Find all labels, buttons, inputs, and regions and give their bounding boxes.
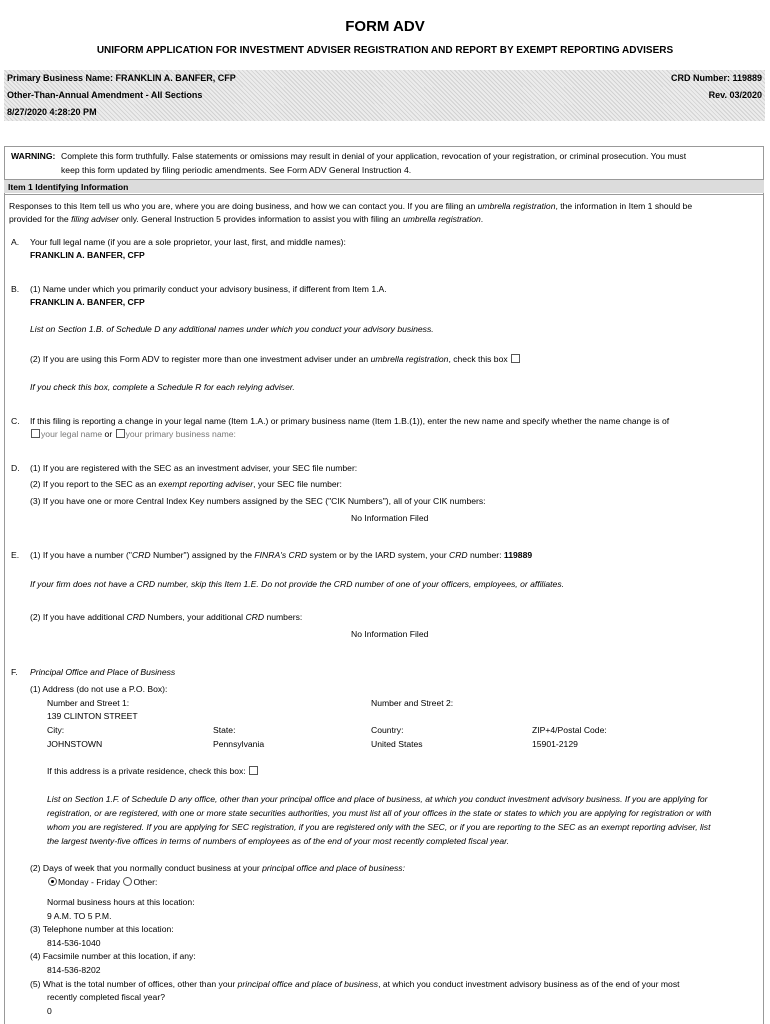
crd-number: CRD Number: 119889	[670, 73, 762, 83]
telephone-value: 814-536-1040	[47, 938, 101, 948]
form-subtitle: UNIFORM APPLICATION FOR INVESTMENT ADVISER REGISTRATION AND REPORT BY EXEMPT REPORTING ADVISERS	[96, 45, 674, 56]
form-title: FORM ADV	[345, 18, 425, 35]
cik-numbers-value: No Information Filed	[351, 513, 429, 523]
divider	[4, 194, 764, 195]
header-row-1	[4, 70, 765, 87]
street1-value: 139 CLINTON STREET	[47, 711, 138, 721]
item-f5-question: (5) What is the total number of offices, other than your principal office and place of business, at which you conduct investment advisory business as of the end of your most	[30, 979, 680, 989]
primary-business-name: Primary Business Name: FRANKLIN A. BANFER, CFP	[7, 73, 236, 83]
street2-label: Number and Street 2:	[371, 698, 454, 708]
item-a-letter: A.	[11, 237, 20, 247]
item-c-options: your legal name or your primary business name:	[30, 428, 236, 440]
fax-label: (4) Facsimile number at this location, if any:	[30, 951, 196, 961]
item-f-heading: Principal Office and Place of Business	[30, 667, 176, 677]
private-residence-checkbox[interactable]	[249, 766, 258, 775]
item-b2-question: (2) If you are using this Form ADV to register more than one investment adviser under an umbrella registration, check this box	[30, 353, 521, 365]
item-c-letter: C.	[11, 416, 20, 426]
crd-number-value: 119889	[503, 550, 533, 560]
item-f-letter: F.	[11, 667, 18, 677]
item-f-list-note-1: List on Section 1.F. of Schedule D any office, other than your principal office and place of business, at which you conduct investment advisory business. If you are applying for	[47, 794, 708, 804]
item-e-letter: E.	[11, 550, 20, 560]
state-label: State:	[213, 725, 236, 735]
telephone-label: (3) Telephone number at this location:	[30, 924, 174, 934]
item1-intro-line-2: provided for the filing adviser only. General Instruction 5 provides information to assist you with filing an umbrella registration.	[9, 214, 484, 224]
business-name-change-checkbox[interactable]	[116, 429, 125, 438]
item-d1-question: (1) If you are registered with the SEC as an investment adviser, your SEC file number:	[30, 463, 358, 473]
hours-value: 9 A.M. TO 5 P.M.	[47, 911, 112, 921]
item-b1-question: (1) Name under which you primarily conduct your advisory business, if different from Item 1.A.	[30, 284, 387, 294]
other-days-radio[interactable]	[123, 877, 132, 886]
days-options: Monday - Friday Other:	[47, 876, 157, 888]
additional-crd-value: No Information Filed	[351, 629, 429, 639]
item-b-list-note: List on Section 1.B. of Schedule D any additional names under which you conduct your advisory business.	[30, 324, 434, 334]
item-c-question: If this filing is reporting a change in your legal name (Item 1.A.) or primary business name (Item 1.B.(1)), enter the new name and specify whether the name change is of	[30, 416, 670, 426]
revision: Rev. 03/2020	[708, 90, 762, 100]
item-b-letter: B.	[11, 284, 20, 294]
item-e2-question: (2) If you have additional CRD Numbers, your additional CRD numbers:	[30, 612, 303, 622]
item-b2-note: If you check this box, complete a Schedule R for each relying adviser.	[30, 382, 295, 392]
item-e-note: If your firm does not have a CRD number, skip this Item 1.E. Do not provide the CRD number of one of your officers, employees, or affiliates.	[30, 579, 565, 589]
private-residence-question: If this address is a private residence, check this box:	[47, 765, 259, 777]
item1-heading: Item 1 Identifying Information	[8, 182, 129, 192]
warning-line-2: keep this form updated by filing periodic amendments. See Form ADV General Instruction 4.	[61, 165, 412, 175]
header-row-2	[4, 87, 765, 104]
business-name-value: FRANKLIN A. BANFER, CFP	[30, 297, 145, 307]
item-f-list-note-2: registration, or are registered, with one or more state securities authorities, you must list all of your offices in the state or states to which you are applying for registration or with	[47, 808, 712, 818]
item-f5-question-cont: recently completed fiscal year?	[47, 992, 165, 1002]
city-value: JOHNSTOWN	[47, 739, 103, 749]
timestamp: 8/27/2020 4:28:20 PM	[7, 107, 97, 117]
hours-label: Normal business hours at this location:	[47, 897, 195, 907]
city-label: City:	[47, 725, 65, 735]
warning-label: WARNING:	[11, 151, 56, 161]
item-f1-label: (1) Address (do not use a P.O. Box):	[30, 684, 168, 694]
offices-count-value: 0	[47, 1006, 52, 1016]
zip-value: 15901-2129	[532, 739, 578, 749]
legal-name-value: FRANKLIN A. BANFER, CFP	[30, 250, 145, 260]
item1-intro-line-1: Responses to this Item tell us who you are, where you are doing business, and how we can contact you. If you are filing an umbrella registration, the information in Item 1 should be	[9, 201, 693, 211]
item-d-letter: D.	[11, 463, 20, 473]
item-f2-question: (2) Days of week that you normally conduct business at your principal office and place of business:	[30, 863, 405, 873]
country-label: Country:	[371, 725, 404, 735]
zip-label: ZIP+4/Postal Code:	[532, 725, 607, 735]
state-value: Pennsylvania	[213, 739, 265, 749]
item-d3-question: (3) If you have one or more Central Index Key numbers assigned by the SEC ("CIK Numbers"), all of your CIK numbers:	[30, 496, 486, 506]
street1-label: Number and Street 1:	[47, 698, 130, 708]
umbrella-registration-checkbox[interactable]	[511, 354, 520, 363]
country-value: United States	[371, 739, 423, 749]
item-d2-question: (2) If you report to the SEC as an exempt reporting adviser, your SEC file number:	[30, 479, 342, 489]
warning-line-1: Complete this form truthfully. False statements or omissions may result in denial of your application, revocation of your registration, or criminal prosecution. You must	[61, 151, 687, 161]
legal-name-change-checkbox[interactable]	[31, 429, 40, 438]
item-e1-question: (1) If you have a number ("CRD Number") assigned by the FINRA's CRD system or by the IARD system, your CRD number: 119889	[30, 550, 533, 560]
item-a-question: Your full legal name (if you are a sole proprietor, your last, first, and middle names):	[30, 237, 346, 247]
header-row-3	[4, 104, 765, 121]
item-f-list-note-3: whom you are registered. If you are applying for SEC registration, if you are registered only with the SEC, or if you are reporting to the SEC as an exempt reporting adviser, list	[47, 822, 711, 832]
item-f-list-note-4: the largest twenty-five offices in terms of numbers of employees as of the end of your most recently completed fiscal year.	[47, 836, 510, 846]
monday-friday-radio[interactable]	[48, 877, 57, 886]
fax-value: 814-536-8202	[47, 965, 101, 975]
amendment-type: Other-Than-Annual Amendment - All Sections	[7, 90, 203, 100]
